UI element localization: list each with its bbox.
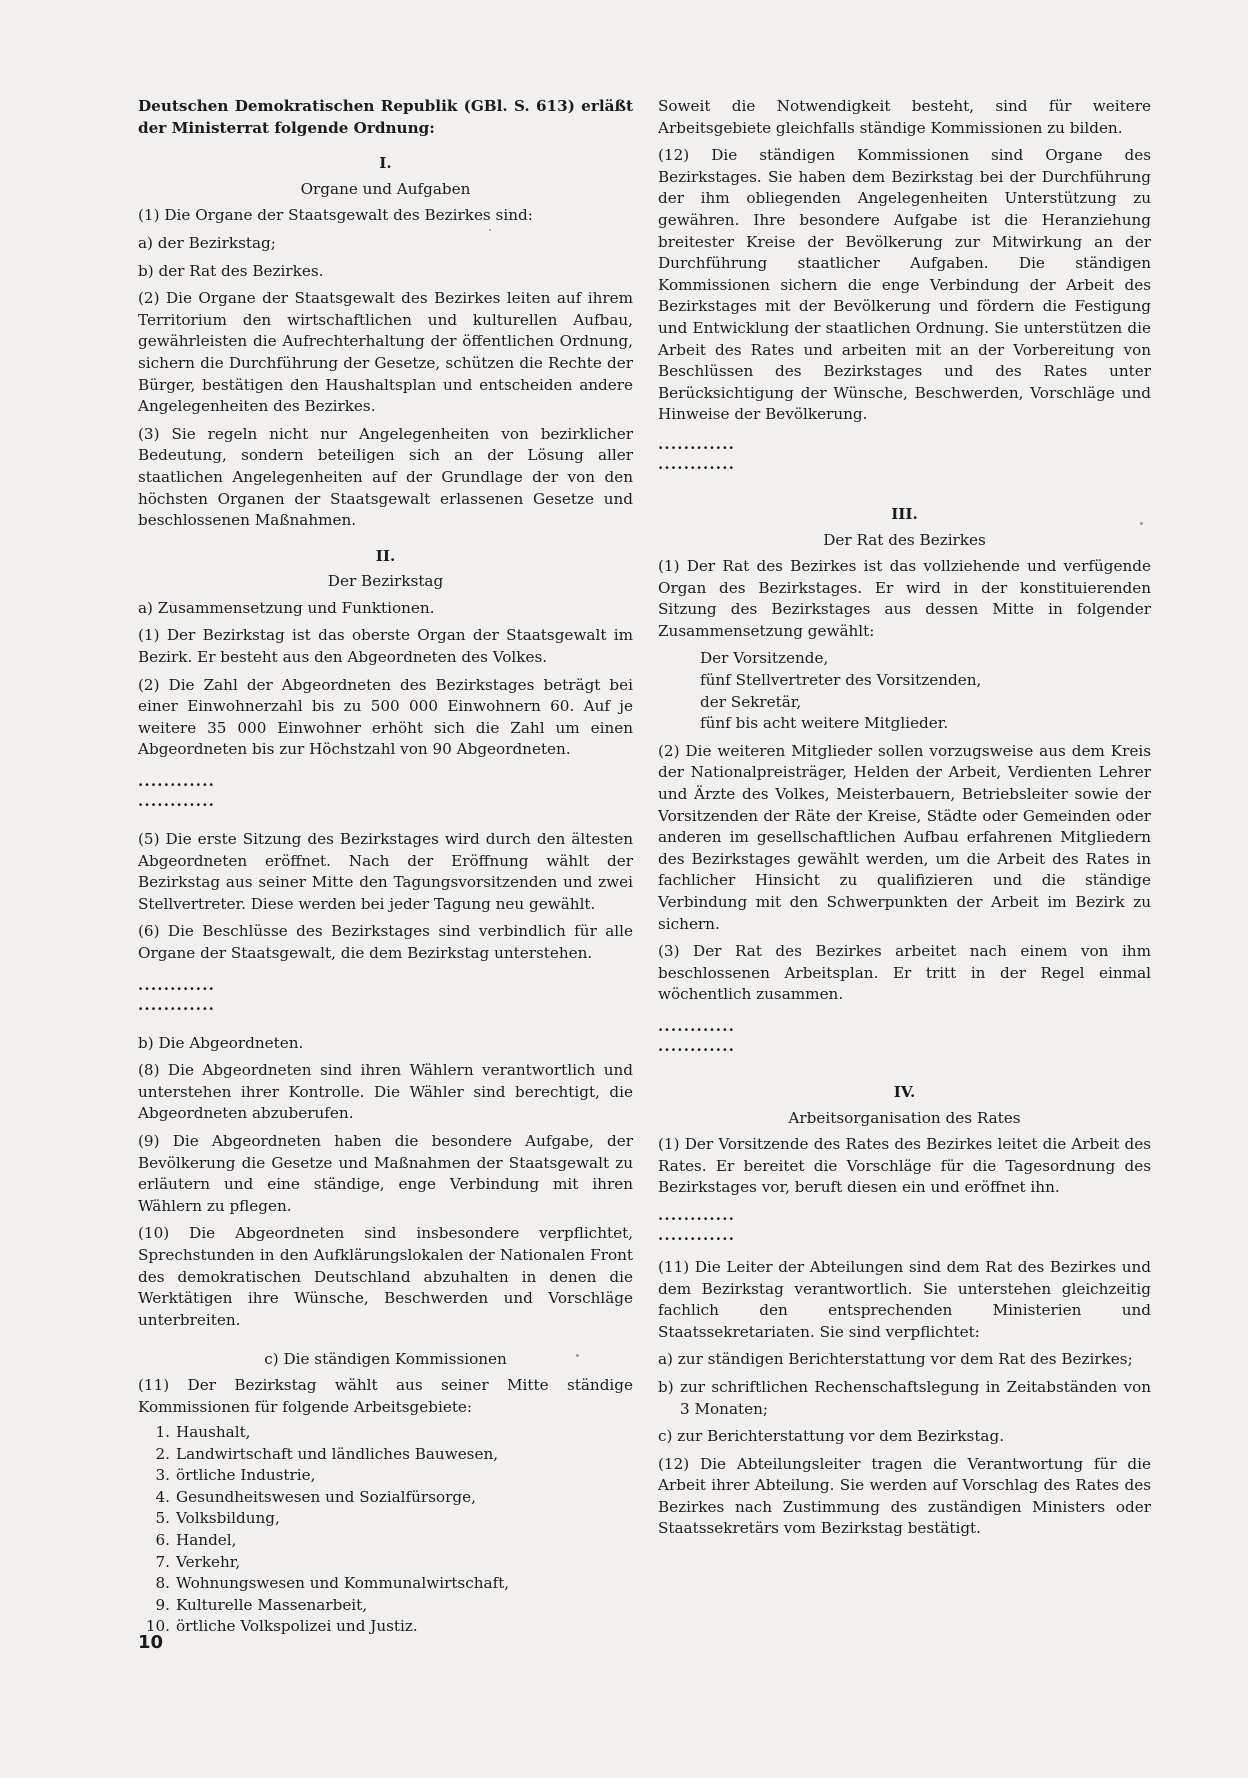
list-item-text: Landwirtschaft und ländliches Bauwesen, [176, 1444, 499, 1463]
list-item-number: 8. [155, 1574, 170, 1593]
council-members-list [700, 648, 1151, 734]
commission-list [138, 1422, 633, 1638]
paragraph: (5) Die erste Sitzung des Bezirkstages wird durch den ältesten Abgeordneten eröffnet. Nach der Eröffnung wählt der Bezirkstag aus seiner Mitte den Tagungsvorsitzenden und zwei Stellvertreter. Diese werden bei jeder Tagung neu gewählt. [138, 830, 633, 913]
paragraph: (9) Die Abgeordneten haben die besondere Aufgabe, der Bevölkerung die Gesetze und Maßnahmen der Staatsgewalt zu erläutern und eine ständige, enge Verbindung mit ihren Wählern zu pflegen. [138, 1131, 633, 1215]
list-item-number: 3. [155, 1466, 170, 1485]
paragraph: (10) Die Abgeordneten sind insbesondere verpflichtet, Sprechstunden in den Aufklärungslokalen der Nationalen Front des demokratischen Deutschland abzuhalten in denen die Werktätigen ihre Wünsche, Beschwerden und Vorschläge unterbreiten. [138, 1224, 633, 1329]
paragraph: Soweit die Notwendigkeit besteht, sind für weitere Arbeitsgebiete gleichfalls ständige Kommissionen zu bilden. [658, 97, 1151, 137]
intro-paragraph: Deutschen Demokratischen Republik (GBl. S. 613) erläßt der Ministerrat folgende Ordnung: [138, 97, 633, 137]
paragraph: (12) Die ständigen Kommissionen sind Organe des Bezirkstages. Sie haben dem Bezirkstag bei der Durchführung der ihm obliegenden Angelegenheiten Unterstützung zu gewähren. Ihre besondere Aufgabe ist die Heranziehung breitester Kreise der Bevölkerung zur Mitwirkung an der Durchführung staatlicher Aufgaben. Die ständigen Kommissionen sichern die enge Verbindung der Arbeit des Bezirkstages mit der Bevölkerung und fördern die Festigung und Entwicklung der staatlichen Ordnung. Sie unterstützen die Arbeit des Rates und arbeiten mit an der Vorbereitung von Beschlüssen des Bezirkstages und des Rates unter Berücksichtigung der Wünsche, Beschwerden, Vorschläge und Hinweise der Bevölkerung. [658, 146, 1151, 424]
list-item-text: örtliche Industrie, [176, 1466, 316, 1485]
paragraph: (3) Sie regeln nicht nur Angelegenheiten von bezirklicher Bedeutung, sondern beteiligen sich an der Lösung aller staatlichen Angelegenheiten auf der Grundlage der von den höchsten Organen der Staatsgewalt erlassenen Gesetze und beschlossenen Maßnahmen. [138, 424, 633, 530]
paragraph: (2) Die Organe der Staatsgewalt des Bezirkes leiten auf ihrem Territorium den wirtschaftlichen und kulturellen Aufbau, gewährleisten die Aufrechterhaltung der öffentlichen Ordnung, sichern die Durchführung der Gesetze, schützen die Rechte der Bürger, bestätigen den Haushaltsplan und entscheiden andere Angelegenheiten des Bezirkes. [138, 289, 633, 416]
paragraph: (11) Der Bezirkstag wählt aus seiner Mitte ständige Kommissionen für folgende Arbeitsgebiete: [138, 1375, 633, 1416]
paragraph: a) zur ständigen Berichterstattung vor dem Rat des Bezirkes; [658, 1350, 1133, 1369]
list-item [138, 1487, 633, 1509]
list-item-text: Volksbildung, [176, 1509, 280, 1528]
list-item-text: Handel, [176, 1531, 237, 1550]
subsection-heading: c) Die ständigen Kommissionen [264, 1350, 507, 1369]
paragraph: a) der Bezirkstag; [138, 233, 276, 252]
list-item [138, 1530, 633, 1552]
list-item-text: Wohnungswesen und Kommunalwirtschaft, [176, 1574, 510, 1593]
omission-marker: ............ ............ [138, 975, 216, 1014]
paragraph: (11) Die Leiter der Abteilungen sind dem Rat des Bezirkes und dem Bezirkstag verantwortlich. Sie unterstehen gleichzeitig fachlich den entsprechenden Ministerien und Staatssekretariaten. Sie sind verpflichtet: [658, 1257, 1151, 1341]
paragraph: (2) Die weiteren Mitglieder sollen vorzugsweise aus dem Kreis der Nationalpreisträger, Helden der Arbeit, Verdienten Lehrer und Ärzte des Volkes, Meisterbauern, Betriebsleiter sowie der Vorsitzenden der Räte der Kreise, Städte oder Gemeinden oder anderen im gesellschaftlichen Aufbau erfahrenen Mitgliedern des Bezirkstages gewählt werden, um die Arbeit des Rates in fachlicher Hinsicht zu qualifizieren und die ständige Verbindung mit den Schwerpunkten der Arbeit im Bezirk zu sichern. [658, 741, 1151, 933]
omission-marker: ............ ............ [138, 772, 216, 811]
left-column [138, 96, 633, 1638]
list-item: der Sekretär, [700, 692, 802, 711]
list-item-number: 1. [155, 1423, 170, 1442]
paragraph: b) der Rat des Bezirkes. [138, 261, 324, 280]
subsection-heading: b) Die Abgeordneten. [138, 1033, 304, 1052]
section-3-number: III. [891, 504, 918, 523]
list-item-text: Gesundheitswesen und Sozialfürsorge, [176, 1487, 476, 1506]
paragraph: (12) Die Abteilungsleiter tragen die Verantwortung für die Arbeit ihrer Abteilung. Sie werden auf Vorschlag des Rates des Bezirkes nach Zustimmung des zuständigen Ministers oder Staatssekretärs vom Bezirkstag bestätigt. [658, 1454, 1151, 1538]
paragraph: (1) Die Organe der Staatsgewalt des Bezirkes sind: [138, 206, 533, 225]
list-item [138, 1616, 633, 1638]
list-item: Der Vorsitzende, [700, 649, 829, 668]
section-2-title: Der Bezirkstag [327, 572, 444, 591]
list-item-number: 9. [155, 1595, 170, 1614]
list-item-number: 2. [155, 1444, 170, 1463]
page-number: 10 [138, 1632, 164, 1653]
paragraph: (1) Der Vorsitzende des Rates des Bezirkes leitet die Arbeit des Rates. Er bereitet die Vorschläge für die Tagesordnung des Bezirkstages vor, beruft diesen ein und eröffnet ihn. [658, 1135, 1151, 1197]
paragraph: (1) Der Rat des Bezirkes ist das vollziehende und verfügende Organ des Bezirkstages. Er wird in der konstituierenden Sitzung des Bezirkstages aus dessen Mitte in folgender Zusammensetzung gewählt: [658, 557, 1151, 640]
list-item-number: 6. [155, 1531, 170, 1550]
list-item [138, 1444, 633, 1466]
paragraph: (8) Die Abgeordneten sind ihren Wählern verantwortlich und unterstehen ihrer Kontrolle. Die Wähler sind berechtigt, die Abgeordneten abzuberufen. [138, 1061, 633, 1123]
paragraph: (3) Der Rat des Bezirkes arbeitet nach einem von ihm beschlossenen Arbeitsplan. Er tritt in der Regel einmal wöchentlich zusammen. [658, 942, 1151, 1004]
list-item [138, 1422, 633, 1444]
section-4-title: Arbeitsorganisation des Rates [788, 1108, 1021, 1127]
list-item-text: Haushalt, [176, 1423, 251, 1442]
list-item-number: 10. [145, 1617, 170, 1636]
paragraph: c) zur Berichterstattung vor dem Bezirkstag. [658, 1427, 1005, 1446]
list-item-text: Kulturelle Massenarbeit, [176, 1595, 368, 1614]
paragraph: (2) Die Zahl der Abgeordneten des Bezirkstages beträgt bei einer Einwohnerzahl bis zu 500 000 Einwohnern 60. Auf je weitere 35 000 Einwohner erhöht sich die Zahl um einen Abgeordneten bis zur Höchstzahl von 90 Abgeordneten. [138, 675, 633, 759]
subsection-heading: a) Zusammensetzung und Funktionen. [138, 598, 435, 617]
paragraph: (1) Der Bezirkstag ist das oberste Organ der Staatsgewalt im Bezirk. Er besteht aus den Abgeordneten des Volkes. [138, 626, 633, 667]
list-item [138, 1573, 633, 1595]
section-1-title: Organe und Aufgaben [300, 179, 471, 198]
list-item-text: örtliche Volkspolizei und Justiz. [176, 1617, 418, 1636]
section-4-number: IV. [893, 1082, 916, 1101]
paragraph: (6) Die Beschlüsse des Bezirkstages sind verbindlich für alle Organe der Staatsgewalt, die dem Bezirkstag unterstehen. [138, 922, 633, 962]
section-3-title: Der Rat des Bezirkes [823, 530, 986, 549]
list-item [138, 1552, 633, 1574]
omission-marker: ............ ............ [658, 1016, 736, 1055]
omission-marker: ............ ............ [658, 434, 736, 473]
list-item: fünf Stellvertreter des Vorsitzenden, [700, 671, 982, 690]
list-item [138, 1465, 633, 1487]
list-item-text: Verkehr, [176, 1552, 241, 1571]
right-column [658, 96, 1151, 1546]
list-item: fünf bis acht weitere Mitglieder. [700, 714, 949, 733]
list-item-number: 5. [155, 1509, 170, 1528]
list-item [138, 1508, 633, 1530]
list-item [138, 1595, 633, 1617]
section-1-number: I. [379, 154, 392, 173]
list-item-number: 7. [155, 1552, 170, 1571]
section-2-number: II. [375, 546, 396, 565]
omission-marker: ............ ............ [658, 1205, 736, 1244]
paragraph: b) zur schriftlichen Rechenschaftslegung in Zeitabständen von 3 Monaten; [658, 1377, 1151, 1418]
list-item-number: 4. [155, 1487, 170, 1506]
